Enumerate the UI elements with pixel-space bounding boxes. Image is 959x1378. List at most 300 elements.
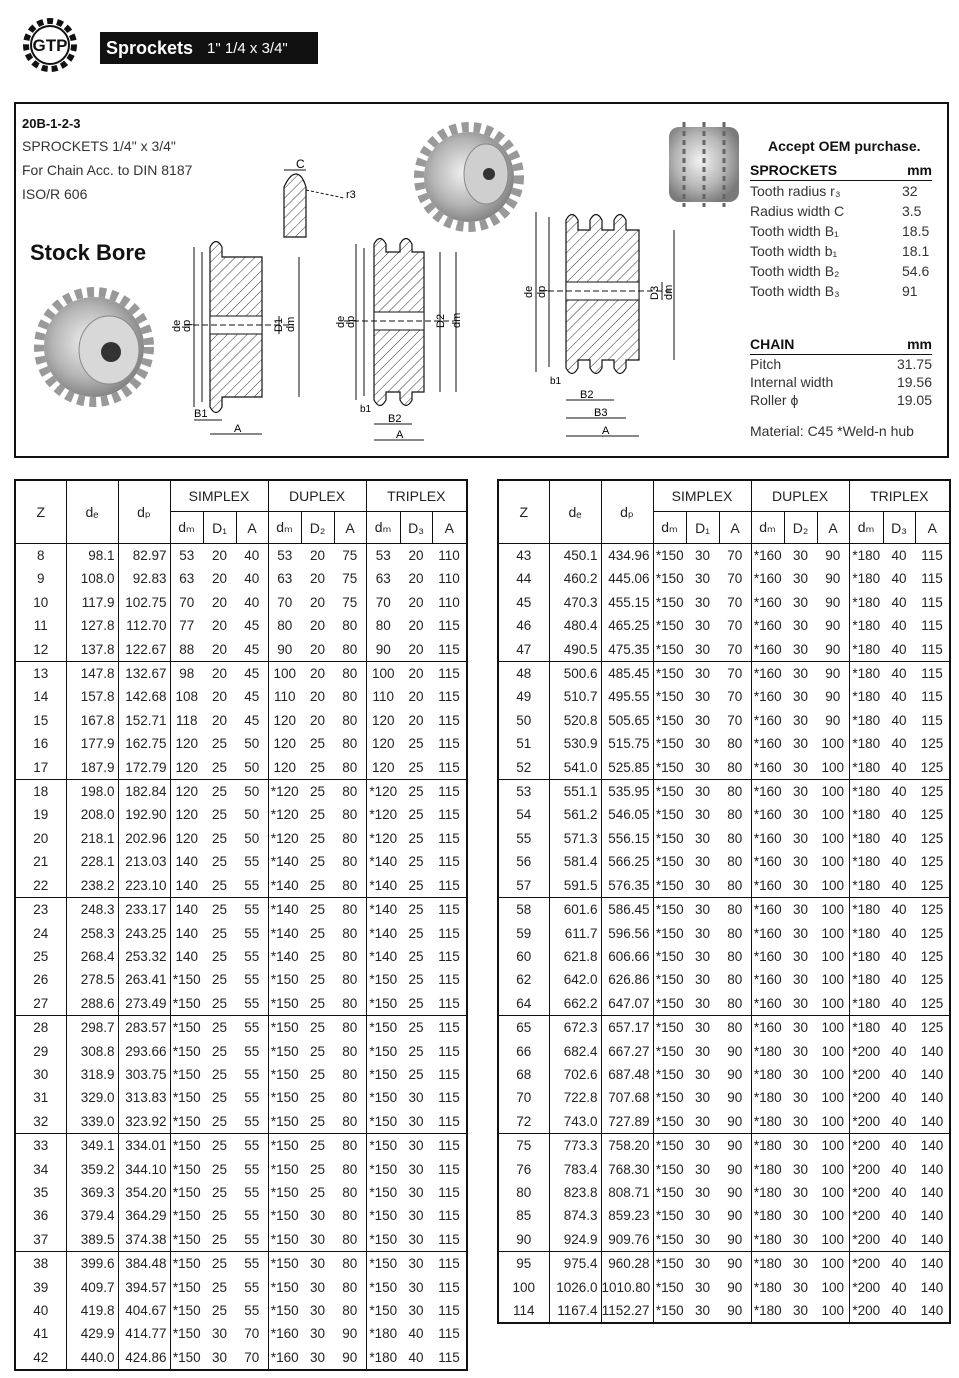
- table-cell: 142.68: [118, 685, 170, 708]
- table-cell: 25: [211, 1303, 228, 1318]
- table-cell: 25: [211, 1066, 228, 1082]
- table-cell: 45: [516, 594, 532, 610]
- table-cell: *150: [653, 992, 686, 1016]
- table-cell: 80: [342, 925, 358, 941]
- table-cell: 566.25: [601, 850, 653, 873]
- table-cell: 44: [516, 571, 532, 587]
- table-cell: 30: [793, 1113, 809, 1129]
- table-cell: *180: [849, 756, 883, 780]
- spec-label: Roller ϕ: [750, 392, 799, 408]
- table-cell: 40: [883, 898, 915, 922]
- table-cell: 20: [203, 662, 236, 686]
- table-cell: *200: [849, 1110, 883, 1134]
- table-cell: 40: [891, 830, 907, 846]
- table-cell: 30: [686, 898, 719, 922]
- table-cell: 70: [727, 594, 743, 610]
- table-row: [15, 756, 467, 780]
- table-cell: 313.83: [118, 1086, 170, 1109]
- table-row: [498, 803, 950, 826]
- table-cell: *150: [653, 1158, 686, 1181]
- table-cell: 404.67: [118, 1299, 170, 1322]
- table-cell: 100: [821, 830, 845, 846]
- table-cell: 140: [920, 1279, 944, 1295]
- table-cell: 80: [342, 995, 358, 1011]
- table-cell: 369.3: [66, 1181, 118, 1204]
- table-cell: 100: [821, 1090, 845, 1106]
- table-cell: 95: [498, 1252, 549, 1276]
- table-cell: *150: [653, 874, 686, 898]
- table-cell: 40: [891, 807, 907, 823]
- table-cell: 25: [301, 1016, 334, 1040]
- table-cell: 90: [719, 1252, 751, 1276]
- table-cell: 37: [33, 1231, 49, 1247]
- label-b1-triplex: b1: [550, 376, 562, 387]
- table-cell: 115: [438, 1303, 460, 1318]
- table-cell: 25: [211, 759, 228, 775]
- table-cell: 53: [170, 544, 203, 568]
- table-cell: *150: [653, 1276, 686, 1299]
- table-cell: 40: [891, 972, 907, 988]
- table-cell: *180: [849, 850, 883, 873]
- table-cell: 30: [694, 1303, 711, 1318]
- table-cell: 25: [211, 1090, 228, 1106]
- table-cell: *180: [751, 1040, 784, 1063]
- table-cell: 125: [920, 972, 944, 988]
- table-cell: 429.9: [66, 1322, 118, 1345]
- table-cell: 115: [438, 1208, 460, 1224]
- table-cell: 35: [33, 1184, 49, 1200]
- table-cell: 45: [244, 689, 260, 705]
- table-cell: *200: [849, 1158, 883, 1181]
- table-cell: 80: [342, 736, 358, 752]
- table-cell: 140: [920, 1066, 944, 1082]
- label-de-simplex: de: [171, 319, 183, 332]
- table-cell: 120: [170, 732, 203, 755]
- table-cell: 20: [211, 594, 228, 610]
- table-cell: 75: [342, 571, 358, 587]
- table-cell: 108.0: [66, 567, 118, 590]
- label-dp-duplex: dp: [345, 315, 357, 328]
- table-cell: *150: [268, 1228, 301, 1252]
- table-cell: *150: [268, 1040, 301, 1063]
- table-cell: 40: [891, 854, 907, 870]
- table-row: [15, 992, 467, 1016]
- table-cell: *200: [849, 1228, 883, 1252]
- table-cell: 25: [211, 830, 228, 846]
- table-cell: 30: [793, 830, 809, 846]
- table-cell: 25: [400, 780, 432, 804]
- table-cell: 90: [825, 594, 841, 610]
- chain-specs-title: CHAIN: [750, 336, 795, 352]
- table-cell: 80: [719, 898, 751, 922]
- table-cell: 80: [334, 780, 366, 804]
- table-cell: 115: [438, 736, 460, 752]
- spec-row: [750, 181, 932, 201]
- table-cell: 30: [310, 1303, 326, 1318]
- table-cell: 30: [793, 854, 809, 870]
- table-cell: 70: [170, 591, 203, 614]
- table-cell: *150: [170, 1063, 203, 1086]
- table-cell: 25: [211, 807, 228, 823]
- table-cell: *150: [268, 1086, 301, 1109]
- table-cell: *160: [751, 591, 784, 614]
- table-cell: 25: [301, 1134, 334, 1158]
- table-cell: 50: [236, 780, 268, 804]
- table-cell: *150: [268, 1181, 301, 1204]
- table-row: [498, 1252, 950, 1276]
- table-cell: *180: [751, 1086, 784, 1109]
- table-cell: 40: [891, 759, 907, 775]
- table-cell: 115: [432, 1252, 467, 1276]
- table-cell: 140: [920, 1184, 944, 1200]
- label-A-duplex: A: [396, 429, 404, 441]
- table-cell: 20: [408, 571, 424, 587]
- table-cell: 20: [310, 641, 326, 657]
- table-cell: 63: [366, 567, 400, 590]
- table-row: [15, 945, 467, 968]
- header-a: A: [719, 512, 751, 544]
- table-cell: 18: [15, 780, 66, 804]
- table-cell: 520.8: [549, 709, 601, 732]
- table-row: [15, 567, 467, 590]
- table-cell: 55: [244, 948, 260, 964]
- table-cell: 125: [915, 1016, 950, 1040]
- info-line-2: For Chain Acc. to DIN 8187: [22, 162, 193, 178]
- table-row: [15, 1252, 467, 1276]
- spec-label: Tooth width b₁: [750, 243, 838, 259]
- table-cell: 98: [170, 662, 203, 686]
- table-cell: 1167.4: [549, 1299, 601, 1323]
- table-cell: 25: [310, 877, 326, 893]
- table-cell: 19: [33, 807, 49, 823]
- table-cell: 100: [821, 877, 845, 893]
- header-d3: D₃: [400, 512, 432, 544]
- table-cell: 318.9: [66, 1063, 118, 1086]
- table-cell: 30: [686, 780, 719, 804]
- header-triplex: TRIPLEX: [849, 480, 950, 512]
- table-cell: 55: [244, 972, 260, 988]
- table-cell: 65: [498, 1016, 549, 1040]
- table-cell: *180: [849, 898, 883, 922]
- gtp-logo: [14, 16, 86, 74]
- table-cell: 20: [211, 712, 228, 728]
- table-cell: 140: [920, 1208, 944, 1224]
- table-cell: 112.70: [118, 614, 170, 637]
- table-cell: 125: [920, 736, 944, 752]
- table-cell: 30: [793, 689, 809, 705]
- table-cell: *200: [849, 1299, 883, 1323]
- table-cell: 30: [694, 1161, 711, 1177]
- table-cell: 303.75: [118, 1063, 170, 1086]
- table-row: [498, 544, 950, 568]
- table-cell: 535.95: [601, 780, 653, 804]
- table-cell: 24: [33, 925, 49, 941]
- table-row: [15, 1086, 467, 1109]
- table-cell: 460.2: [549, 567, 601, 590]
- table-cell: 25: [301, 780, 334, 804]
- table-cell: 414.77: [118, 1322, 170, 1345]
- table-cell: *150: [268, 1110, 301, 1134]
- table-row: [498, 685, 950, 708]
- table-cell: 120: [366, 756, 400, 780]
- table-cell: 137.8: [66, 638, 118, 662]
- table-cell: *150: [268, 1063, 301, 1086]
- table-cell: 53: [268, 544, 301, 568]
- table-cell: 551.1: [549, 780, 601, 804]
- table-row: [498, 945, 950, 968]
- table-cell: 80: [727, 972, 743, 988]
- table-cell: 80: [342, 972, 358, 988]
- table-cell: 55: [244, 1279, 260, 1295]
- table-cell: 80: [334, 1252, 366, 1276]
- table-cell: 55: [244, 925, 260, 941]
- table-cell: 192.90: [118, 803, 170, 826]
- table-cell: 25: [408, 854, 424, 870]
- header-a: A: [915, 512, 950, 544]
- table-cell: 339.0: [66, 1110, 118, 1134]
- table-cell: 25: [408, 925, 424, 941]
- table-row: [15, 1181, 467, 1204]
- table-cell: 298.7: [66, 1016, 118, 1040]
- table-cell: 90: [268, 638, 301, 662]
- table-cell: 90: [825, 571, 841, 587]
- table-cell: 80: [342, 1208, 358, 1224]
- table-cell: 26: [33, 972, 49, 988]
- table-cell: *150: [268, 1158, 301, 1181]
- table-cell: 90: [366, 638, 400, 662]
- table-cell: 115: [438, 854, 460, 870]
- table-row: [498, 662, 950, 686]
- table-row: [15, 638, 467, 662]
- header-dm: dₘ: [751, 512, 784, 544]
- table-cell: 55: [244, 1184, 260, 1200]
- table-cell: 30: [310, 1326, 326, 1342]
- table-cell: 140: [170, 898, 203, 922]
- table-cell: 384.48: [118, 1252, 170, 1276]
- table-cell: 76: [516, 1161, 532, 1177]
- table-cell: 40: [891, 1066, 907, 1082]
- table-cell: 90: [727, 1043, 743, 1059]
- table-cell: *140: [268, 898, 301, 922]
- table-row: [15, 544, 467, 568]
- table-cell: 115: [438, 925, 460, 941]
- table-row: [498, 850, 950, 873]
- table-cell: 80: [268, 614, 301, 637]
- table-cell: 40: [891, 736, 907, 752]
- table-cell: 90: [727, 1231, 743, 1247]
- table-cell: 485.45: [601, 662, 653, 686]
- table-cell: 30: [793, 1161, 809, 1177]
- table-cell: *150: [366, 1276, 400, 1299]
- table-cell: 80: [727, 854, 743, 870]
- table-cell: 90: [817, 662, 849, 686]
- table-cell: 140: [920, 1231, 944, 1247]
- table-row: [15, 1016, 467, 1040]
- table-cell: 125: [920, 948, 944, 964]
- table-cell: 75: [342, 548, 358, 563]
- product-code: 20B-1-2-3: [22, 116, 81, 131]
- table-cell: 465.25: [601, 614, 653, 637]
- table-cell: *180: [849, 567, 883, 590]
- table-cell: 40: [883, 662, 915, 686]
- table-cell: 80: [366, 614, 400, 637]
- table-cell: 140: [915, 1252, 950, 1276]
- table-cell: 80: [342, 1066, 358, 1082]
- label-A-triplex: A: [602, 425, 610, 437]
- table-cell: 25: [310, 1066, 326, 1082]
- table-cell: 40: [891, 689, 907, 705]
- table-cell: 100: [821, 854, 845, 870]
- table-cell: *150: [653, 732, 686, 755]
- table-cell: 100: [821, 1113, 845, 1129]
- table-cell: 823.8: [549, 1181, 601, 1204]
- table-cell: 238.2: [66, 874, 118, 898]
- table-cell: 30: [793, 807, 809, 823]
- table-cell: 11: [33, 618, 48, 634]
- table-cell: 20: [33, 830, 49, 846]
- table-cell: *180: [849, 732, 883, 755]
- table-cell: 56: [516, 854, 532, 870]
- table-cell: 27: [33, 995, 49, 1011]
- table-row: [498, 992, 950, 1016]
- table-cell: 115: [432, 662, 467, 686]
- spec-row: [750, 241, 932, 261]
- table-cell: 90: [342, 1326, 358, 1342]
- table-cell: *200: [849, 1063, 883, 1086]
- table-cell: 77: [170, 614, 203, 637]
- table-cell: 140: [170, 945, 203, 968]
- table-cell: 642.0: [549, 968, 601, 991]
- table-cell: 70: [366, 591, 400, 614]
- table-cell: 100: [817, 780, 849, 804]
- table-cell: 115: [438, 759, 460, 775]
- table-cell: 25: [408, 948, 424, 964]
- table-cell: 115: [432, 780, 467, 804]
- table-cell: 20: [310, 594, 326, 610]
- table-cell: 115: [921, 571, 943, 587]
- table-cell: *140: [366, 850, 400, 873]
- table-cell: 20: [310, 618, 326, 634]
- table-cell: 90: [727, 1184, 743, 1200]
- table-row: [498, 638, 950, 662]
- technical-drawing: [14, 102, 754, 458]
- table-cell: 25: [408, 972, 424, 988]
- spec-row: [750, 281, 932, 301]
- table-cell: 30: [694, 877, 711, 893]
- table-cell: 92.83: [118, 567, 170, 590]
- spec-value: 3.5: [902, 203, 922, 219]
- table-cell: 50: [244, 807, 260, 823]
- table-cell: 273.49: [118, 992, 170, 1016]
- header-d3: D₃: [883, 512, 915, 544]
- table-cell: 70: [244, 1326, 260, 1342]
- table-cell: 100: [817, 1016, 849, 1040]
- table-row: [15, 1040, 467, 1063]
- sprocket-photo-simplex: [39, 292, 149, 402]
- table-cell: 30: [793, 759, 809, 775]
- table-cell: 80: [727, 807, 743, 823]
- table-cell: 100: [821, 736, 845, 752]
- table-row: [15, 1276, 467, 1299]
- table-cell: 323.92: [118, 1110, 170, 1134]
- table-row: [498, 1276, 950, 1299]
- table-cell: 40: [891, 548, 907, 563]
- table-cell: 75: [342, 594, 358, 610]
- table-cell: 25: [211, 1279, 228, 1295]
- table-cell: 34: [33, 1161, 49, 1177]
- table-cell: 40: [891, 1231, 907, 1247]
- table-cell: 25: [310, 830, 326, 846]
- table-cell: *180: [849, 780, 883, 804]
- table-cell: 626.86: [601, 968, 653, 991]
- table-cell: 115: [438, 1279, 460, 1295]
- table-cell: 20: [310, 548, 326, 563]
- header-de: dₑ: [549, 480, 601, 544]
- table-cell: 288.6: [66, 992, 118, 1016]
- table-cell: *150: [268, 1204, 301, 1227]
- label-dm-triplex: dm: [663, 284, 675, 300]
- label-B1: B1: [194, 408, 208, 420]
- table-cell: *160: [751, 756, 784, 780]
- table-cell: 125: [920, 830, 944, 846]
- table-cell: 80: [727, 759, 743, 775]
- table-cell: *160: [268, 1346, 301, 1370]
- oem-note: Accept OEM purchase.: [768, 138, 921, 154]
- label-de-triplex: de: [523, 285, 535, 298]
- table-cell: *160: [751, 662, 784, 686]
- header-z: Z: [498, 480, 549, 544]
- table-cell: 60: [516, 948, 532, 964]
- table-cell: 125: [915, 898, 950, 922]
- spec-label: Tooth width B₁: [750, 223, 839, 239]
- table-cell: 586.45: [601, 898, 653, 922]
- table-cell: 55: [244, 1066, 260, 1082]
- table-cell: 100: [268, 662, 301, 686]
- table-cell: 30: [694, 548, 711, 563]
- table-cell: 424.86: [118, 1346, 170, 1370]
- table-cell: 9: [36, 571, 45, 587]
- table-cell: 30: [793, 877, 809, 893]
- table-cell: *150: [268, 992, 301, 1016]
- table-cell: 30: [686, 662, 719, 686]
- table-cell: 80: [342, 689, 358, 705]
- table-cell: *150: [653, 567, 686, 590]
- table-cell: *160: [751, 922, 784, 945]
- table-cell: 525.85: [601, 756, 653, 780]
- table-cell: 611.7: [549, 922, 601, 945]
- table-cell: 364.29: [118, 1204, 170, 1227]
- table-cell: 187.9: [66, 756, 118, 780]
- table-cell: 40: [883, 780, 915, 804]
- label-B2-duplex: B2: [388, 413, 402, 425]
- label-A-simplex: A: [234, 423, 242, 435]
- table-cell: 48: [498, 662, 549, 686]
- table-cell: 768.30: [601, 1158, 653, 1181]
- label-dm-duplex: dm: [451, 312, 463, 328]
- table-cell: 33: [15, 1134, 66, 1158]
- table-cell: 90: [825, 712, 841, 728]
- table-cell: 30: [694, 995, 711, 1011]
- table-cell: 30: [310, 1349, 326, 1365]
- table-cell: *200: [849, 1252, 883, 1276]
- table-cell: 30: [793, 1066, 809, 1082]
- table-cell: 115: [432, 898, 467, 922]
- spec-label: Tooth width B₃: [750, 283, 840, 299]
- spec-value: 32: [902, 183, 918, 199]
- table-cell: 28: [15, 1016, 66, 1040]
- table-cell: 80: [342, 854, 358, 870]
- table-cell: 16: [33, 736, 49, 752]
